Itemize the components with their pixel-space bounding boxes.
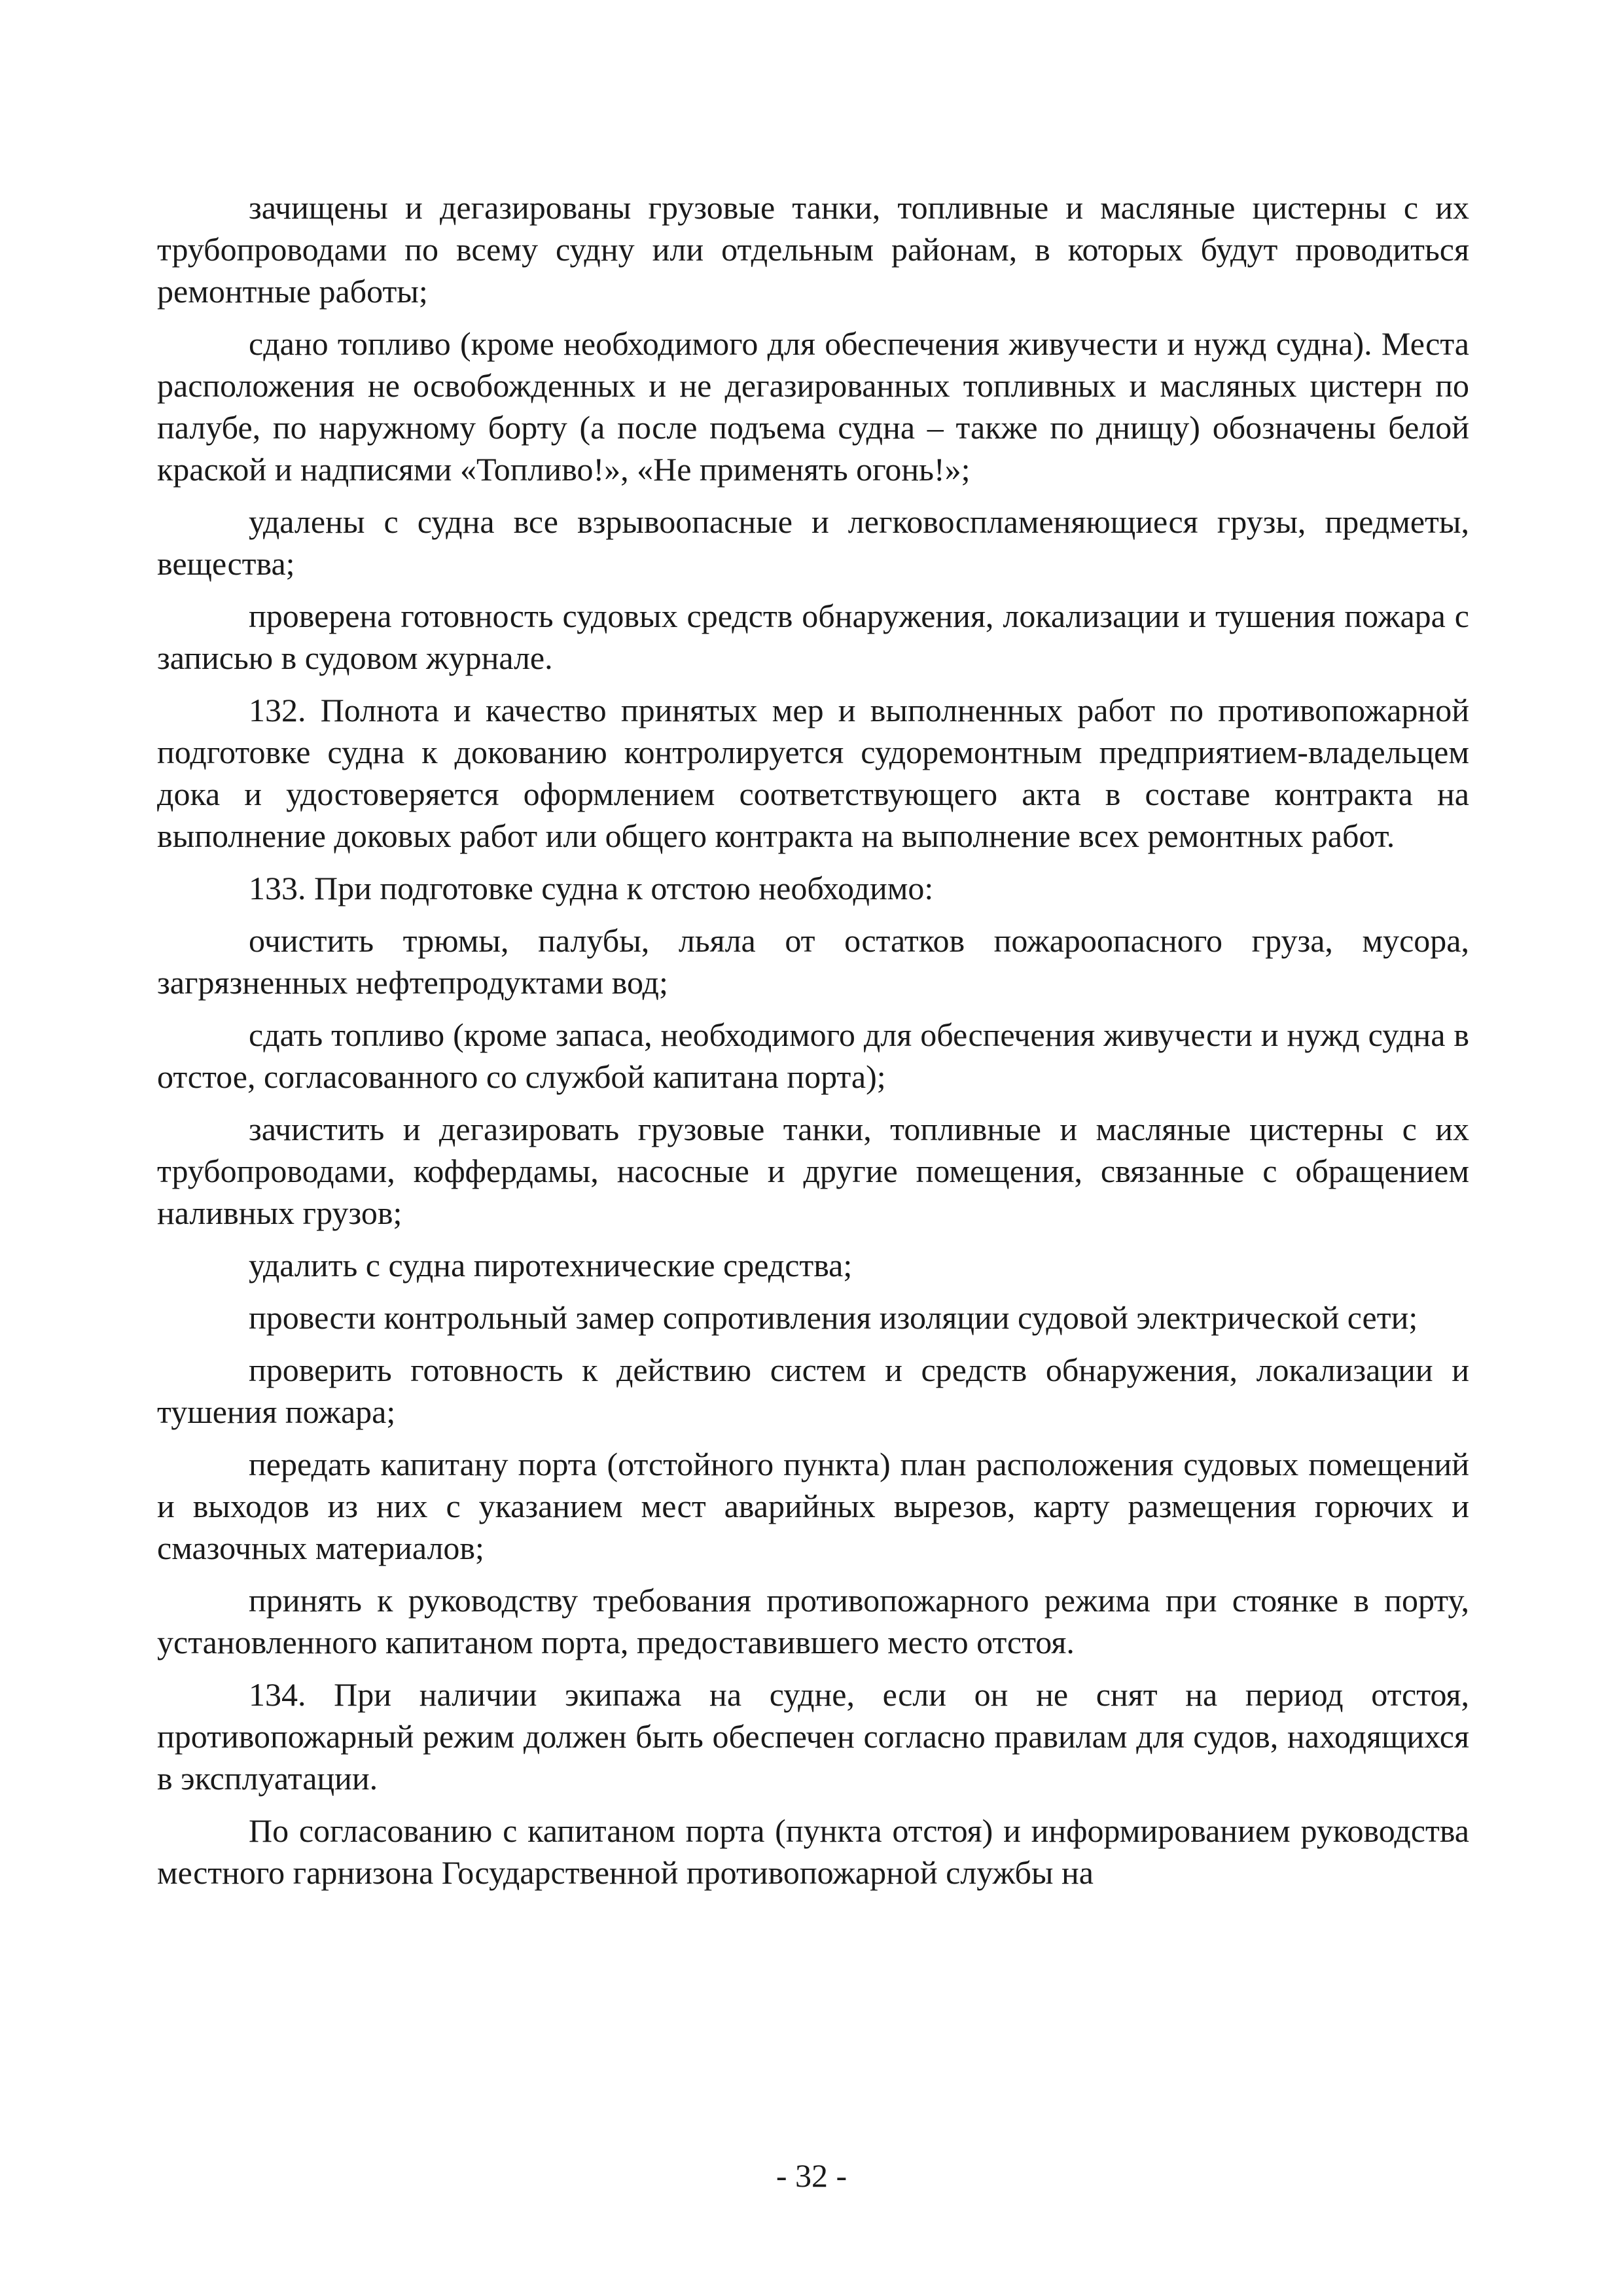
paragraph: провести контрольный замер сопротивления изоляции судовой электрической сети;	[249, 1299, 1418, 1336]
page-number: - 32 -	[776, 2157, 847, 2194]
paragraph: сдать топливо (кроме запаса, необходимого для обеспечения живучести и нужд судна в отстое, согласованного со службой капитана порта);	[157, 1016, 1469, 1095]
paragraph: удалить с судна пиротехнические средства;	[249, 1247, 853, 1283]
paragraph: зачищены и дегазированы грузовые танки, топливные и масляные цистерны с их трубопроводами по всему судну или отдельным районам, в которых будут проводиться ремонтные работы;	[157, 189, 1469, 310]
paragraph: По согласованию с капитаном порта (пункта отстоя) и информированием руководства местного гарнизона Государственной противопожарной службы на	[157, 1812, 1469, 1891]
paragraph: 133. При подготовке судна к отстою необходимо:	[249, 870, 934, 906]
paragraph: проверить готовность к действию систем и средств обнаружения, локализации и тушения пожара;	[157, 1352, 1469, 1430]
paragraph: зачистить и дегазировать грузовые танки, топливные и масляные цистерны с их трубопроводами, коффердамы, насосные и другие помещения, связанные с обращением наливных грузов;	[157, 1111, 1469, 1231]
paragraph: 134. При наличии экипажа на судне, если он не снят на период отстоя, противопожарный режим должен быть обеспечен согласно правилам для судов, находящихся в эксплуатации.	[157, 1676, 1469, 1797]
paragraph: проверена готовность судовых средств обнаружения, локализации и тушения пожара с записью в судовом журнале.	[157, 598, 1469, 676]
paragraph: сдано топливо (кроме необходимого для обеспечения живучести и нужд судна). Места расположения не освобожденных и не дегазированных топливных и масляных цистерн по палубе, по наружному борту (а после подъема судна – также по днищу) обозначены белой краской и надписями «Топливо!», «Не применять огонь!»;	[157, 325, 1469, 488]
paragraph: очистить трюмы, палубы, льяла от остатков пожароопасного груза, мусора, загрязненных нефтепродуктами вод;	[157, 922, 1469, 1001]
paragraph: 132. Полнота и качество принятых мер и выполненных работ по противопожарной подготовке судна к докованию контролируется судоремонтным предприятием-владельцем дока и удостоверяется оформлением соответствующего акта в составе контракта на выполнение доковых работ или общего контракта на выполнение всех ремонтных работ.	[157, 692, 1469, 854]
paragraph: принять к руководству требования противопожарного режима при стоянке в порту, установленного капитаном порта, предоставившего место отстоя.	[157, 1582, 1469, 1660]
paragraph: удалены с судна все взрывоопасные и легковоспламеняющиеся грузы, предметы, вещества;	[157, 503, 1469, 582]
body-text	[157, 187, 1469, 1904]
paragraph: передать капитану порта (отстойного пункта) план расположения судовых помещений и выходов из них с указанием мест аварийных вырезов, карту размещения горючих и смазочных материалов;	[157, 1446, 1469, 1566]
